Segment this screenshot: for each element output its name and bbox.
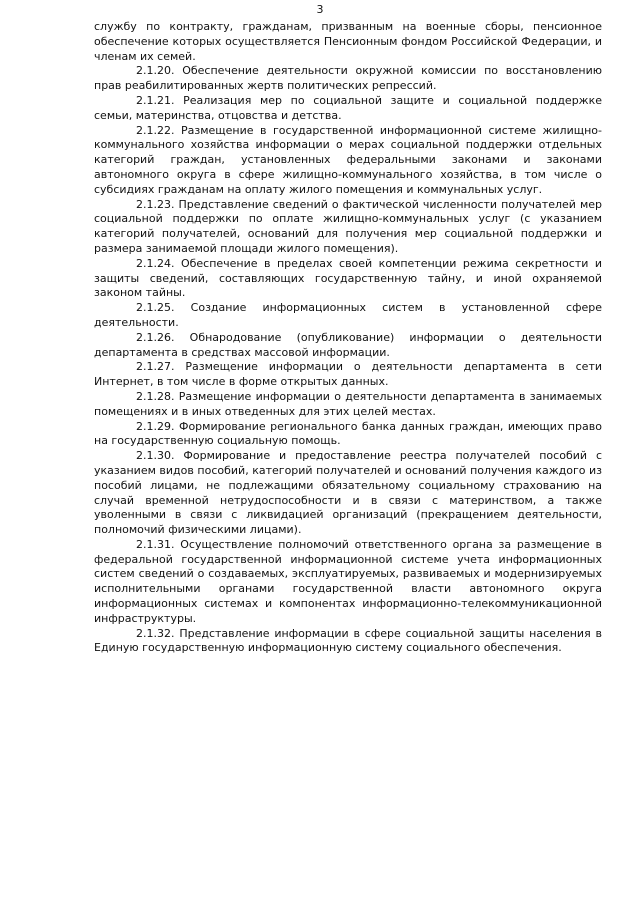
paragraph-2-1-23: 2.1.23. Представление сведений о фактической численности получателей мер социальной поддержки по оплате жилищно-коммунальных услуг (с указанием категорий получателей, оснований для получения мер социальной поддержки и размера занимаемой площади жилого помещения). [94, 197, 602, 255]
paragraph-2-1-21: 2.1.21. Реализация мер по социальной защите и социальной поддержке семьи, материнства, отцовства и детства. [94, 93, 602, 122]
page-number: 3 [316, 3, 324, 16]
paragraph-2-1-30: 2.1.30. Формирование и предоставление реестра получателей пособий с указанием видов пособий, категорий получателей и оснований получения каждого из пособий лицами, не подлежащими обязательному социальному страхованию на случай временной нетрудоспособности и в связи с материнством, а также уволенными в связи с ликвидацией организаций (прекращением деятельности, полномочий физическими лицами). [94, 449, 602, 537]
paragraph-2-1-31: 2.1.31. Осуществление полномочий ответственного органа за размещение в федеральной государственной информационной системе учета информационных систем сведений о создаваемых, эксплуатируемых, развиваемых и модернизируемых исполнительными органами государственной власти автономного округа информационных системах и компонентах информационно-телекоммуникационной инфраструктуры. [94, 537, 602, 625]
paragraph-2-1-26: 2.1.26. Обнародование (опубликование) информации о деятельности департамента в средствах массовой информации. [94, 330, 602, 359]
paragraph-2-1-32: 2.1.32. Представление информации в сфере социальной защиты населения в Единую государственную информационную систему социального обеспечения. [94, 626, 602, 655]
paragraph-2-1-20: 2.1.20. Обеспечение деятельности окружной комиссии по восстановлению прав реабилитированных жертв политических репрессий. [94, 64, 602, 93]
paragraph-2-1-25: 2.1.25. Создание информационных систем в установленной сфере деятельности. [94, 301, 602, 329]
paragraph-2-1-28: 2.1.28. Размещение информации о деятельности департамента в занимаемых помещениях и в иных отведенных для этих целей местах. [94, 389, 602, 418]
paragraph-2-1-27: 2.1.27. Размещение информации о деятельности департамента в сети Интернет, в том числе в форме открытых данных. [94, 360, 602, 389]
document-body [94, 20, 602, 656]
paragraph-2-1-29: 2.1.29. Формирование регионального банка данных граждан, имеющих право на государственную социальную помощь. [94, 419, 602, 448]
paragraph-2-1-24: 2.1.24. Обеспечение в пределах своей компетенции режима секретности и защиты сведений, составляющих государственную тайну, и иной охраняемой законом тайны. [94, 256, 602, 300]
paragraph-continuation: службу по контракту, гражданам, призванным на военные сборы, пенсионное обеспечение которых осуществляется Пенсионным фондом Российской Федерации, и членам их семей. [94, 20, 602, 63]
paragraph-2-1-22: 2.1.22. Размещение в государственной информационной системе жилищно-коммунального хозяйства информации о мерах социальной поддержки отдельных категорий граждан, установленных федеральными законами и законами автономного округа в сфере жилищно-коммунального хозяйства, в том числе о субсидиях гражданам на оплату жилого помещения и коммунальных услуг. [94, 123, 602, 196]
